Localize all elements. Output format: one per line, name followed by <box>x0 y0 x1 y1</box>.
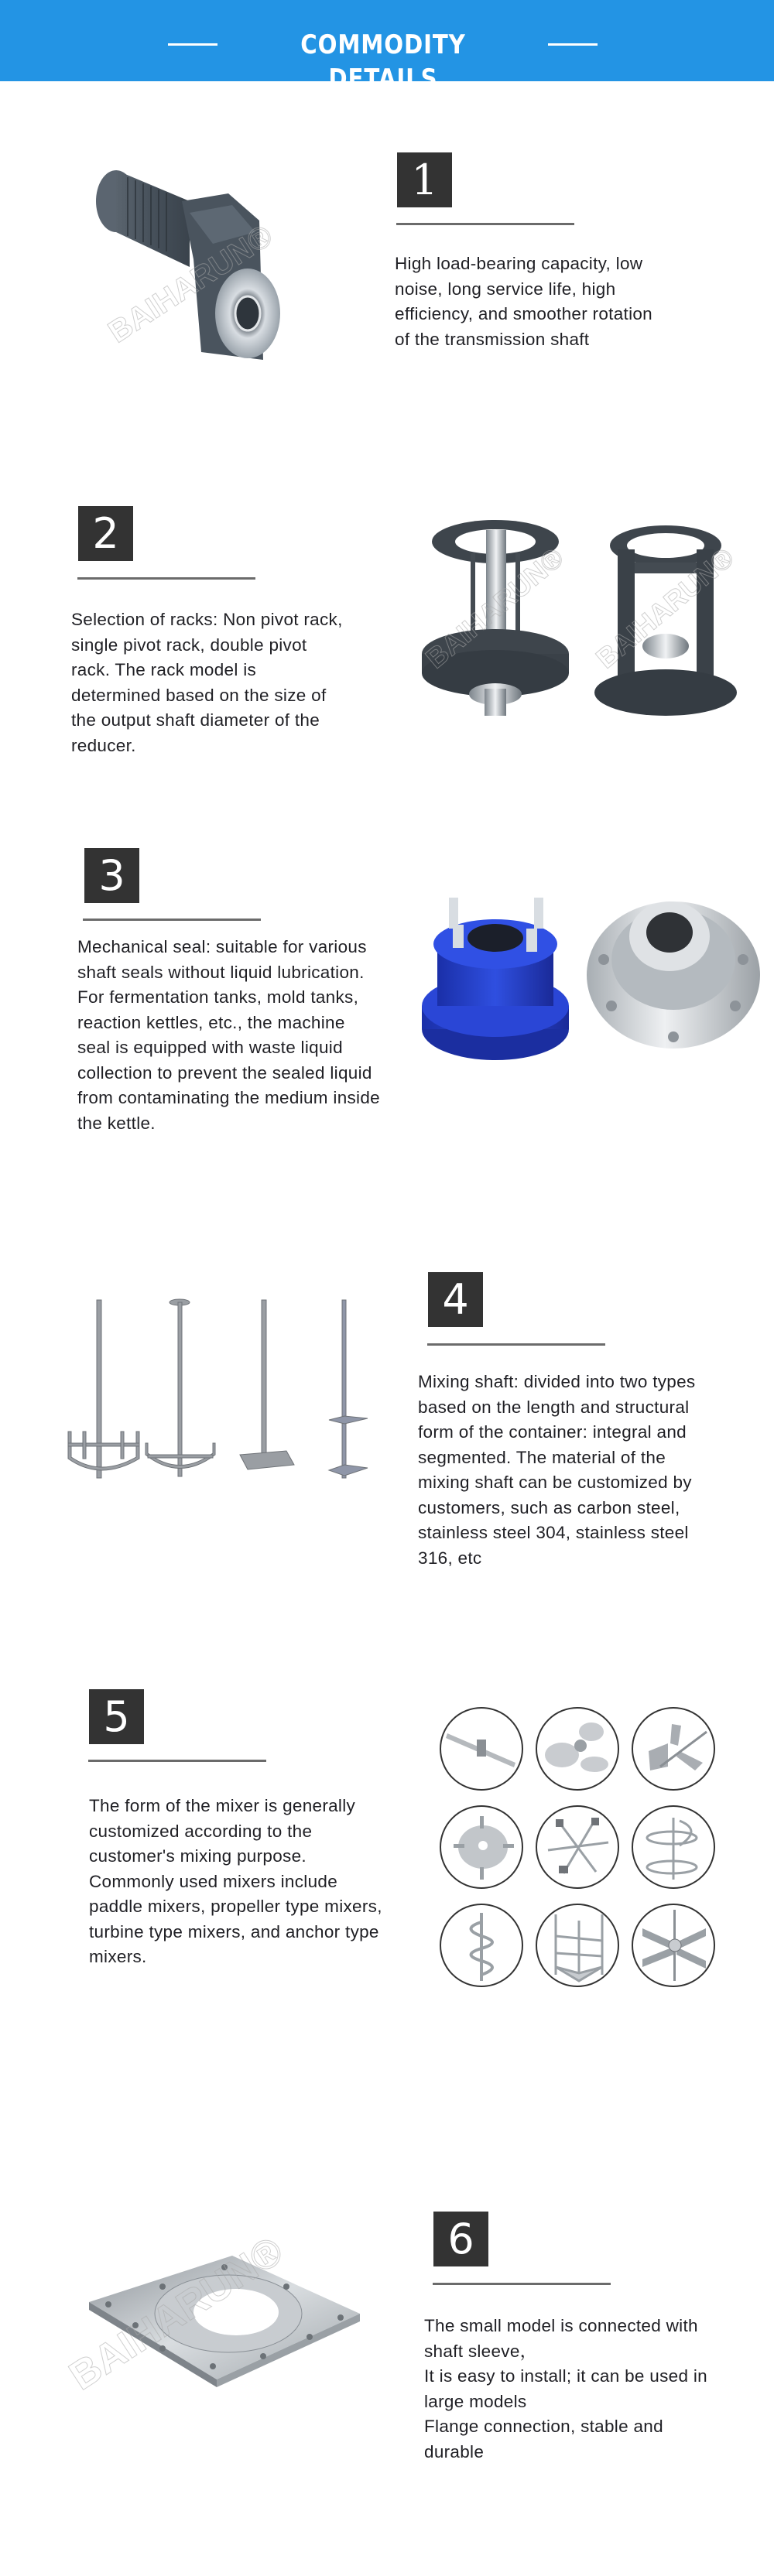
section-number-2: 2 <box>78 506 133 561</box>
flat-blade-turbine-icon <box>536 1805 619 1889</box>
header-right-line <box>548 43 598 46</box>
section-number-4: 4 <box>428 1272 483 1327</box>
propeller-mixer-icon <box>536 1707 619 1791</box>
page-title: COMMODITY DETAILS <box>300 29 466 94</box>
section-description: The small model is connected with shaft sleeve， It is easy to install; it can be used in large models Flange connection, stable and durable <box>424 2316 707 2461</box>
pitched-blade-mixer-icon <box>632 1707 715 1791</box>
flange-plate-image <box>62 2190 387 2422</box>
frame-mixer-icon <box>536 1904 619 1987</box>
section-description: High load-bearing capacity, low noise, long service life, high efficiency, and smoother rotation of the transmission shaft <box>395 254 652 349</box>
mixing-shafts-image <box>62 1296 387 1482</box>
spiral-mixer-icon <box>440 1904 523 1987</box>
page-header <box>0 0 774 94</box>
section-number-5: 5 <box>89 1689 144 1744</box>
gear-reducer-motor-image <box>74 159 329 383</box>
section-description: Mixing shaft: divided into two types based on the length and structural form of the container: integral and segmented. The material of the mixing shaft can be customized by customers, such as carbon steel, stainless steel 304, stainless steel 316, etc <box>418 1372 696 1568</box>
paddle-mixer-icon <box>440 1707 523 1791</box>
four-blade-mixer-icon <box>632 1904 715 1987</box>
mechanical-seals-image <box>418 882 766 1068</box>
section-divider <box>77 577 255 580</box>
watermark: BAIHARUN® <box>590 541 740 675</box>
disc-turbine-mixer-icon <box>440 1805 523 1889</box>
section-number-3: 3 <box>84 848 139 903</box>
section-description: The form of the mixer is generally customized according to the customer's mixing purpose. Commonly used mixers include paddle mixers, propeller type mixers, turbine type mixers, and anchor type mixers. <box>89 1796 382 1966</box>
section-divider <box>83 919 261 921</box>
section-number-1: 1 <box>397 152 452 207</box>
section-divider <box>396 223 574 225</box>
section-divider <box>427 1343 605 1346</box>
section-description: Selection of racks: Non pivot rack, single pivot rack, double pivot rack. The rack model is determined based on the size of the output shaft diameter of the reducer. <box>71 610 343 755</box>
header-left-line <box>168 43 217 46</box>
section-description: Mechanical seal: suitable for various shaft seals without liquid lubrication. For fermentation tanks, mold tanks, reaction kettles, etc., the machine seal is equipped with waste liquid collection to prevent the sealed liquid from contaminating the medium inside the kettle. <box>77 937 380 1133</box>
helical-ribbon-mixer-icon <box>632 1805 715 1889</box>
section-number-6: 6 <box>433 2212 488 2266</box>
rack-frames-image <box>418 515 759 739</box>
section-divider <box>88 1760 266 1762</box>
watermark: BAIHARUN® <box>102 218 279 350</box>
section-divider <box>433 2283 611 2285</box>
